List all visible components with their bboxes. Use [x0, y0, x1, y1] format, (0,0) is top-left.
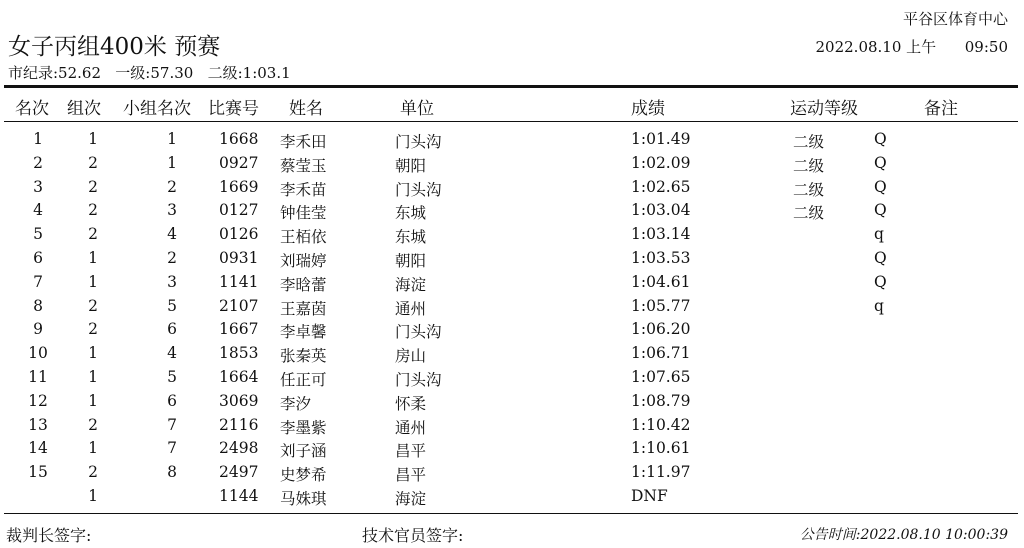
name-cell: 王栢依: [280, 228, 327, 247]
header-rule: [4, 121, 1018, 122]
result-cell: 1:07.65: [631, 367, 691, 386]
table-row: [0, 414, 1024, 438]
rank-cell-text: 6: [33, 248, 43, 267]
group-cell-text: 2: [88, 320, 98, 339]
subrank-cell-text: 1: [167, 153, 177, 172]
col-subrank-header: 小组名次: [123, 99, 191, 119]
rank-cell-text: 7: [33, 272, 43, 291]
group-cell-text: 2: [88, 201, 98, 220]
event-datetime: 2022.08.10 上午 09:50: [815, 38, 1008, 56]
table-row: [0, 295, 1024, 319]
unit-cell: 房山: [395, 347, 427, 366]
unit-cell: 朝阳: [395, 251, 427, 270]
result-cell: 1:06.71: [631, 344, 691, 363]
result-cell: 1:10.61: [631, 439, 691, 458]
unit-cell: 朝阳: [395, 156, 427, 175]
table-row: [0, 485, 1024, 509]
group-cell-text: 2: [88, 415, 98, 434]
record-standards: 市纪录:52.62 一级:57.30 二级:1:03.1: [8, 64, 291, 82]
group-cell-text: 2: [88, 225, 98, 244]
name-cell: 李禾苗: [280, 180, 327, 199]
col-name-header: 姓名: [289, 99, 323, 119]
unit-cell: 海淀: [395, 489, 427, 508]
results-table: [0, 128, 1024, 509]
tech-official-signature: 技术官员签字:: [362, 526, 464, 545]
rank-cell-text: 12: [28, 391, 48, 410]
qualify-cell: q: [874, 225, 884, 244]
subrank-cell-text: 6: [167, 391, 177, 410]
unit-cell: 门头沟: [395, 370, 442, 389]
result-cell: 1:08.79: [631, 391, 691, 410]
qualify-cell: Q: [874, 248, 887, 267]
name-cell: 刘瑞婷: [280, 251, 327, 270]
bib-cell: 2498: [219, 439, 259, 458]
qualify-cell: Q: [874, 153, 887, 172]
group-cell-text: 2: [88, 153, 98, 172]
unit-cell: 昌平: [395, 466, 427, 485]
level-cell: 二级: [793, 204, 825, 223]
result-cell: 1:01.49: [631, 130, 691, 148]
table-row: [0, 176, 1024, 200]
bib-cell: 1668: [219, 130, 259, 148]
group-cell-text: 2: [88, 463, 98, 482]
name-cell: 李汐: [280, 394, 312, 413]
result-cell: 1:03.04: [631, 201, 691, 220]
table-row: [0, 128, 1024, 152]
table-row: [0, 342, 1024, 366]
result-cell: 1:02.65: [631, 177, 691, 196]
col-remark-header: 备注: [924, 99, 958, 119]
bib-cell: 2116: [219, 415, 259, 434]
result-cell: 1:06.20: [631, 320, 691, 339]
qualify-cell: Q: [874, 201, 887, 220]
bib-cell: 0126: [219, 225, 259, 244]
bib-cell: 3069: [219, 391, 259, 410]
rank-cell-text: 8: [33, 296, 43, 315]
qualify-cell: Q: [874, 272, 887, 291]
result-cell: 1:04.61: [631, 272, 691, 291]
rank-cell-text: 4: [33, 201, 43, 220]
result-cell: 1:10.42: [631, 415, 691, 434]
unit-cell: 门头沟: [395, 133, 442, 151]
qualify-cell: q: [874, 296, 884, 315]
bib-cell: 0931: [219, 248, 259, 267]
level-cell: 二级: [793, 133, 825, 151]
rank-cell-text: 2: [33, 153, 43, 172]
group-cell-text: 2: [88, 296, 98, 315]
group-cell-text: 1: [88, 272, 98, 291]
result-cell: DNF: [631, 486, 668, 505]
rank-cell-text: 1: [33, 130, 43, 148]
unit-cell: 通州: [395, 299, 427, 318]
name-cell: 李晗蕾: [280, 275, 327, 294]
subrank-cell-text: 7: [167, 415, 177, 434]
result-cell: 1:02.09: [631, 153, 691, 172]
table-row: [0, 437, 1024, 461]
rank-cell-text: 5: [33, 225, 43, 244]
bib-cell: 1669: [219, 177, 259, 196]
rank-cell-text: 9: [33, 320, 43, 339]
unit-cell: 怀柔: [395, 394, 427, 413]
subrank-cell-text: 1: [167, 130, 177, 148]
col-rank-header: 名次: [15, 99, 49, 119]
result-cell: 1:03.53: [631, 248, 691, 267]
bib-cell: 1853: [219, 344, 259, 363]
bib-cell: 1664: [219, 367, 259, 386]
subrank-cell-text: 6: [167, 320, 177, 339]
unit-cell: 东城: [395, 228, 427, 247]
unit-cell: 通州: [395, 418, 427, 437]
name-cell: 李卓馨: [280, 323, 327, 342]
name-cell: 任正可: [280, 370, 327, 389]
group-cell-text: 1: [88, 130, 98, 148]
group-cell-text: 1: [88, 486, 98, 505]
qualify-cell: Q: [874, 130, 887, 148]
table-row: [0, 366, 1024, 390]
unit-cell: 海淀: [395, 275, 427, 294]
name-cell: 王嘉茵: [280, 299, 327, 318]
name-cell: 李禾田: [280, 133, 327, 151]
subrank-cell-text: 8: [167, 463, 177, 482]
group-cell-text: 1: [88, 391, 98, 410]
col-level-header: 运动等级: [790, 99, 858, 119]
subrank-cell-text: 2: [167, 248, 177, 267]
rank-cell-text: 10: [28, 344, 48, 363]
rank-cell-text: 3: [33, 177, 43, 196]
bib-cell: 0127: [219, 201, 259, 220]
name-cell: 张秦英: [280, 347, 327, 366]
table-row: [0, 271, 1024, 295]
result-cell: 1:05.77: [631, 296, 691, 315]
table-row: [0, 152, 1024, 176]
bottom-rule: [4, 513, 1018, 514]
level-cell: 二级: [793, 180, 825, 199]
level-cell: 二级: [793, 156, 825, 175]
group-cell-text: 2: [88, 177, 98, 196]
bib-cell: 1141: [219, 272, 259, 291]
col-unit-header: 单位: [400, 99, 434, 119]
bib-cell: 0927: [219, 153, 259, 172]
col-group-header: 组次: [67, 99, 101, 119]
name-cell: 钟佳莹: [280, 204, 327, 223]
qualify-cell: Q: [874, 177, 887, 196]
unit-cell: 东城: [395, 204, 427, 223]
rank-cell-text: 11: [28, 367, 48, 386]
group-cell-text: 1: [88, 344, 98, 363]
bib-cell: 2107: [219, 296, 259, 315]
unit-cell: 门头沟: [395, 180, 442, 199]
subrank-cell-text: 3: [167, 201, 177, 220]
venue-name: 平谷区体育中心: [902, 10, 1008, 28]
table-header: [0, 94, 1024, 118]
subrank-cell-text: 7: [167, 439, 177, 458]
table-row: [0, 199, 1024, 223]
bib-cell: 1667: [219, 320, 259, 339]
subrank-cell-text: 5: [167, 296, 177, 315]
table-row: [0, 390, 1024, 414]
subrank-cell-text: 4: [167, 344, 177, 363]
table-row: [0, 223, 1024, 247]
name-cell: 马姝琪: [280, 489, 327, 508]
table-row: [0, 247, 1024, 271]
page-title: 女子丙组400米 预赛: [8, 34, 221, 60]
table-row: [0, 318, 1024, 342]
rank-cell-text: 14: [28, 439, 48, 458]
subrank-cell-text: 2: [167, 177, 177, 196]
unit-cell: 门头沟: [395, 323, 442, 342]
name-cell: 刘子涵: [280, 442, 327, 461]
group-cell-text: 1: [88, 439, 98, 458]
name-cell: 李墨紫: [280, 418, 327, 437]
group-cell-text: 1: [88, 367, 98, 386]
result-cell: 1:11.97: [631, 463, 691, 482]
subrank-cell-text: 5: [167, 367, 177, 386]
col-bib-header: 比赛号: [208, 99, 259, 119]
top-rule: [4, 85, 1018, 88]
chief-judge-signature: 裁判长签字:: [6, 526, 92, 545]
bib-cell: 1144: [219, 486, 259, 505]
bib-cell: 2497: [219, 463, 259, 482]
subrank-cell-text: 4: [167, 225, 177, 244]
rank-cell-text: 15: [28, 463, 48, 482]
name-cell: 蔡莹玉: [280, 156, 327, 175]
table-row: [0, 461, 1024, 485]
name-cell: 史梦希: [280, 466, 327, 485]
group-cell-text: 1: [88, 248, 98, 267]
result-cell: 1:03.14: [631, 225, 691, 244]
rank-cell-text: 13: [28, 415, 48, 434]
subrank-cell-text: 3: [167, 272, 177, 291]
announce-time: 公告时间:2022.08.10 10:00:39: [799, 527, 1008, 543]
unit-cell: 昌平: [395, 442, 427, 461]
col-result-header: 成绩: [631, 99, 665, 119]
